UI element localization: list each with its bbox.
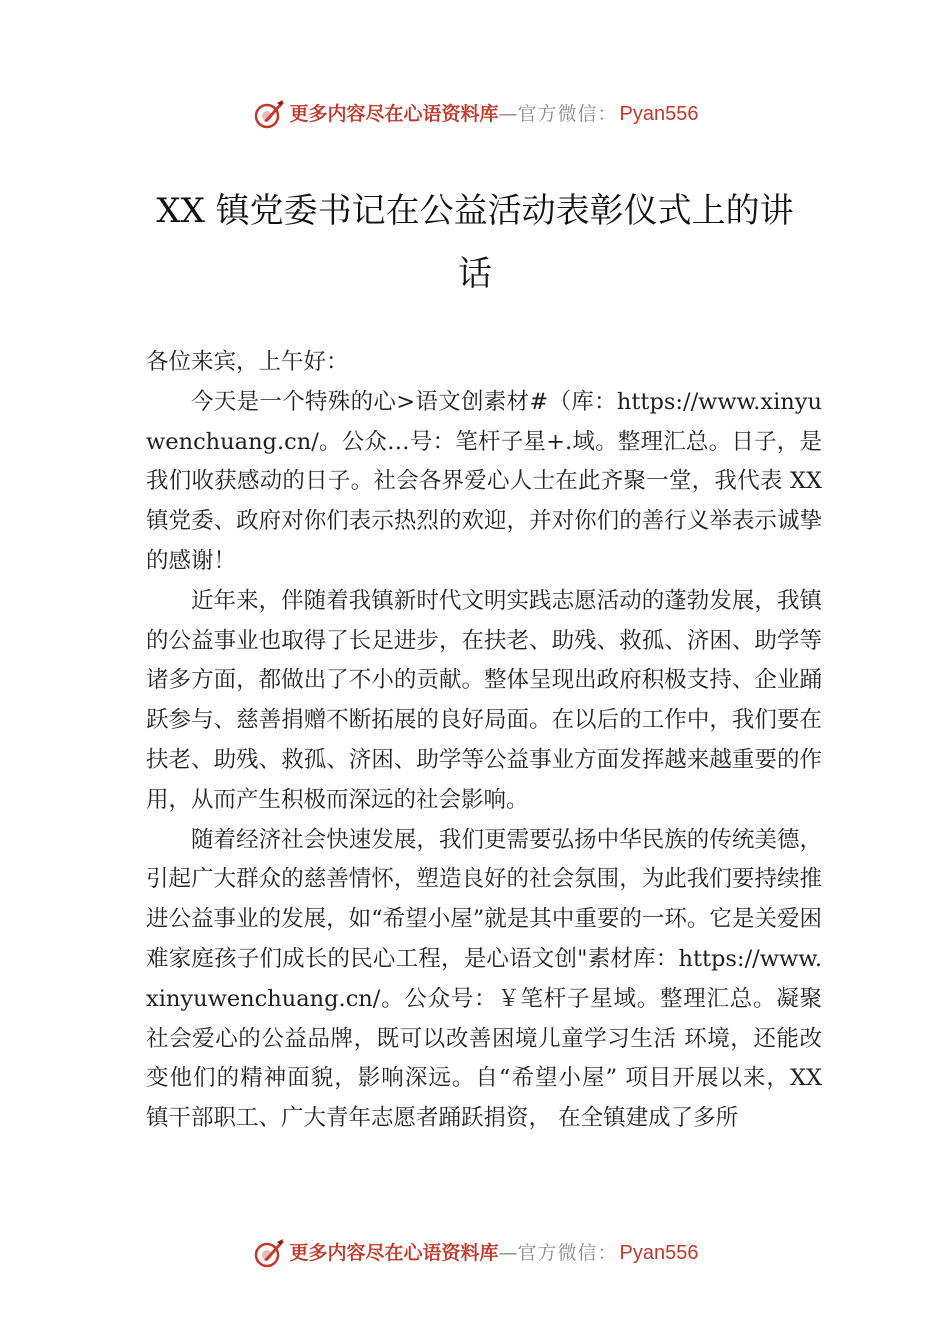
banner-wechat-id: Pyan556 [619,1242,699,1264]
header-banner [0,94,950,134]
banner-wechat-label: 官方微信： [517,1242,618,1264]
quill-logo-icon [252,1236,286,1270]
banner-wechat-label: 官方微信： [517,103,618,125]
banner-separator: — [498,1242,518,1264]
greeting: 各位来宾，上午好： [146,349,349,375]
quill-logo-icon [252,97,286,131]
footer-banner [0,1233,950,1273]
paragraph-3: 随着经济社会快速发展，我们更需要弘扬中华民族的传统美德，引起广大群众的慈善情怀，塑造良好的社会氛围，为此我们要持续推进公益事业的发展，如“希望小屋”就是其中重要的一环。它是关爱困难家庭孩子们成长的民心工程，是心语文创"素材库：https://www.xinyuwenchuang.cn/。公众号：￥笔杆子星域。整理汇总。凝聚社会爱心的公益品牌，既可以改善困境儿童学习生活 环境，还能改变他们的精神面貌，影响深远。自“希望小屋” 项目开展以来，XX 镇干部职工、广大青年志愿者踊跃捐资， 在全镇建成了多所 [146,826,822,1132]
banner-wechat-id: Pyan556 [619,103,699,125]
banner-separator: — [498,103,518,125]
banner-main-text: 更多内容尽在心语资料库 [289,1242,499,1264]
document-title: XX 镇党委书记在公益活动表彰仪式上的讲话 [156,191,794,294]
paragraph-2: 近年来，伴随着我镇新时代文明实践志愿活动的蓬勃发展，我镇的公益事业也取得了长足进步，在扶老、助残、救孤、济困、助学等诸多方面，都做出了不小的贡献。整体呈现出政府积极支持、企业踊跃参与、慈善捐赠不断拓展的良好局面。在以后的工作中，我们要在扶老、助残、救孤、济困、助学等公益事业方面发挥越来越重要的作用，从而产生积极而深远的社会影响。 [146,587,822,813]
banner-main-text: 更多内容尽在心语资料库 [289,103,499,125]
document-body [146,343,822,1139]
paragraph-1: 今天是一个特殊的心>语文创素材#（库：https://www.xinyuwenchuang.cn/。公众…号：笔杆子星+.域。整理汇总。日子，是我们收获感动的日子。社会各界爱心人士在此齐聚一堂，我代表 XX 镇党委、政府对你们表示热烈的欢迎，并对你们的善行义举表示诚挚的感谢！ [146,388,822,574]
